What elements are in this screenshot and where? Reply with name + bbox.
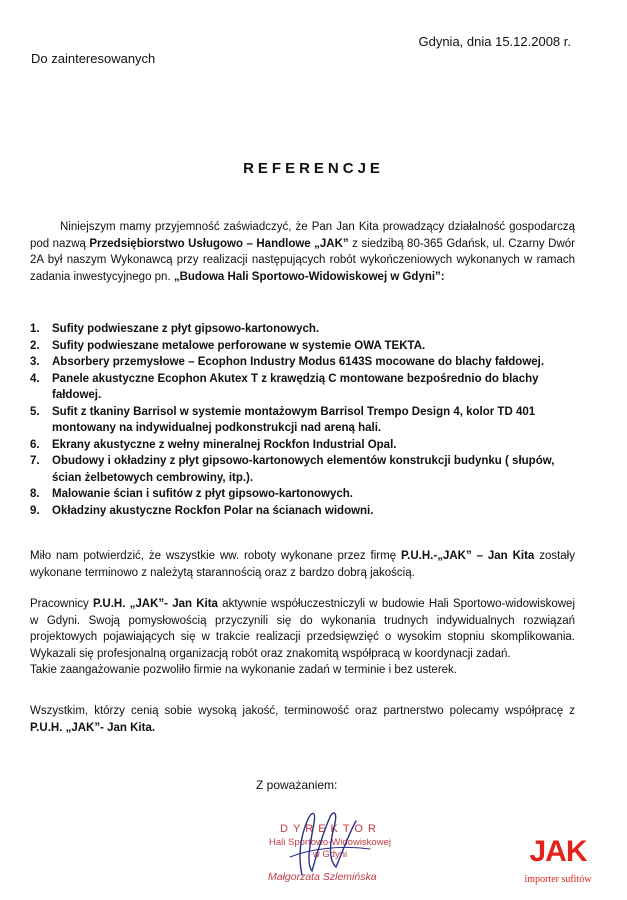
- jak-logo: [503, 836, 613, 892]
- task-text: Sufity podwieszane metalowe perforowane w systemie OWA TEKTA.: [52, 339, 426, 352]
- confirmation-paragraph: [30, 548, 575, 581]
- intro-paragraph: [30, 219, 575, 285]
- task-text: Okładziny akustyczne Rockfon Polar na ścianach widowni.: [52, 504, 374, 517]
- workers-text-2: aktywnie współuczestniczyli w budowie Hali Sportowo-widowiskowej w Gdyni. Swoją pomysłowością przyczynili się do wykonania trudnych indywidualnych rozwiązań projektowych pojawiających się w trakcie realizacji przedsięwzięć o wysokim stopniu skomplikowania. Wykazali się profesjonalną organizacją robót oraz znakomitą współpracą w koordynacji zadań.: [30, 598, 575, 660]
- stamp-institution: Hali Sportowo-Widowiskowej: [269, 837, 391, 848]
- task-text: Sufity podwieszane z płyt gipsowo-kartonowych.: [52, 323, 320, 335]
- task-text: Malowanie ścian i sufitów z płyt gipsowo-kartonowych.: [52, 488, 353, 500]
- workers-text-3: Takie zaangażowanie pozwoliło firmie na wykonanie zadań w terminie i bez usterek.: [30, 664, 457, 676]
- task-text: Sufit z tkaniny Barrisol w systemie montażowym Barrisol Trempo Design 4, kolor TD 401 montowany na indywidualnej podkonstrukcji nad areną hali.: [52, 405, 536, 434]
- confirmation-text-1: Miło nam potwierdzić, że wszystkie ww. roboty wykonane przez firmę: [30, 550, 401, 562]
- letter-date: Gdynia, dnia 15.12.2008 r.: [418, 34, 571, 49]
- task-number: 7.: [30, 455, 40, 467]
- stamp-title: DYREKTOR: [280, 823, 381, 835]
- task-item: [30, 486, 575, 503]
- task-number: 3.: [30, 356, 40, 368]
- addressee: Do zainteresowanych: [31, 51, 156, 66]
- intro-text-2: z siedzibą 80-365 Gdańsk, ul. Czarny Dwór 2A był naszym Wykonawcą przy realizacji następujących robót wykończeniowych wykonanych w ramach zadania inwestycyjnego pn.: [30, 237, 575, 283]
- stamp-signatory-name: Małgorzata Szlemińska: [268, 871, 377, 883]
- task-number: 1.: [30, 323, 40, 335]
- workers-text-1: Pracownicy: [30, 598, 94, 610]
- intro-project-name: „Budowa Hali Sportowo-Widowiskowej w Gdyni”:: [173, 270, 445, 283]
- recommendation-text: Wszystkim, którzy cenią sobie wysoką jakość, terminowość oraz partnerstwo polecamy współpracę z: [30, 705, 575, 717]
- intro-company-name: Przedsiębiorstwo Usługowo – Handlowe „JAK”: [89, 237, 349, 250]
- document-title: REFERENCJE: [243, 160, 384, 177]
- signature-stamp-block: [250, 797, 410, 892]
- task-item: [30, 404, 575, 437]
- closing-salutation: Z poważaniem:: [256, 778, 338, 792]
- stamp-city: w Gdyni: [312, 849, 348, 860]
- handwritten-signature-icon: [250, 797, 410, 892]
- logo-subtitle: importer sufitów: [524, 874, 592, 885]
- recommendation-paragraph: [30, 703, 575, 736]
- task-list: [30, 321, 575, 519]
- recommendation-company: P.U.H. „JAK”- Jan Kita.: [30, 721, 156, 734]
- task-number: 4.: [30, 372, 40, 385]
- task-text: Absorbery przemysłowe – Ecophon Industry Modus 6143S mocowane do blachy fałdowej.: [52, 356, 545, 368]
- confirmation-text-2: zostały wykonane terminowo z należytą starannością oraz z bardzo dobrą jakością.: [30, 550, 575, 579]
- task-item: [30, 503, 575, 520]
- task-text: Obudowy i okładziny z płyt gipsowo-kartonowych elementów konstrukcji budynku ( słupów, ścian żelbetowych cembrowiny, itp.).: [52, 455, 555, 484]
- logo-text: JAK: [529, 835, 587, 868]
- task-item: [30, 354, 575, 371]
- task-item: [30, 453, 575, 486]
- task-item: [30, 321, 575, 338]
- task-number: 5.: [30, 405, 40, 418]
- task-text: Panele akustyczne Ecophon Akutex T z krawędzią C montowane bezpośrednio do blachy fałdowej.: [52, 372, 539, 401]
- workers-paragraph: [30, 596, 575, 679]
- task-item: [30, 437, 575, 454]
- intro-text-1: Niniejszym mamy przyjemność zaświadczyć, że Pan Jan Kita prowadzący działalność gospodarczą pod nazwą: [30, 221, 575, 250]
- task-text: Ekrany akustyczne z wełny mineralnej Rockfon Industrial Opal.: [52, 438, 397, 451]
- task-item: [30, 338, 575, 355]
- task-item: [30, 371, 575, 404]
- workers-company: P.U.H. „JAK”- Jan Kita: [93, 598, 218, 610]
- task-number: 2.: [30, 339, 40, 352]
- task-number: 6.: [30, 438, 40, 451]
- task-number: 8.: [30, 488, 40, 500]
- confirmation-company: P.U.H.-„JAK” – Jan Kita: [400, 550, 535, 562]
- task-number: 9.: [30, 504, 40, 517]
